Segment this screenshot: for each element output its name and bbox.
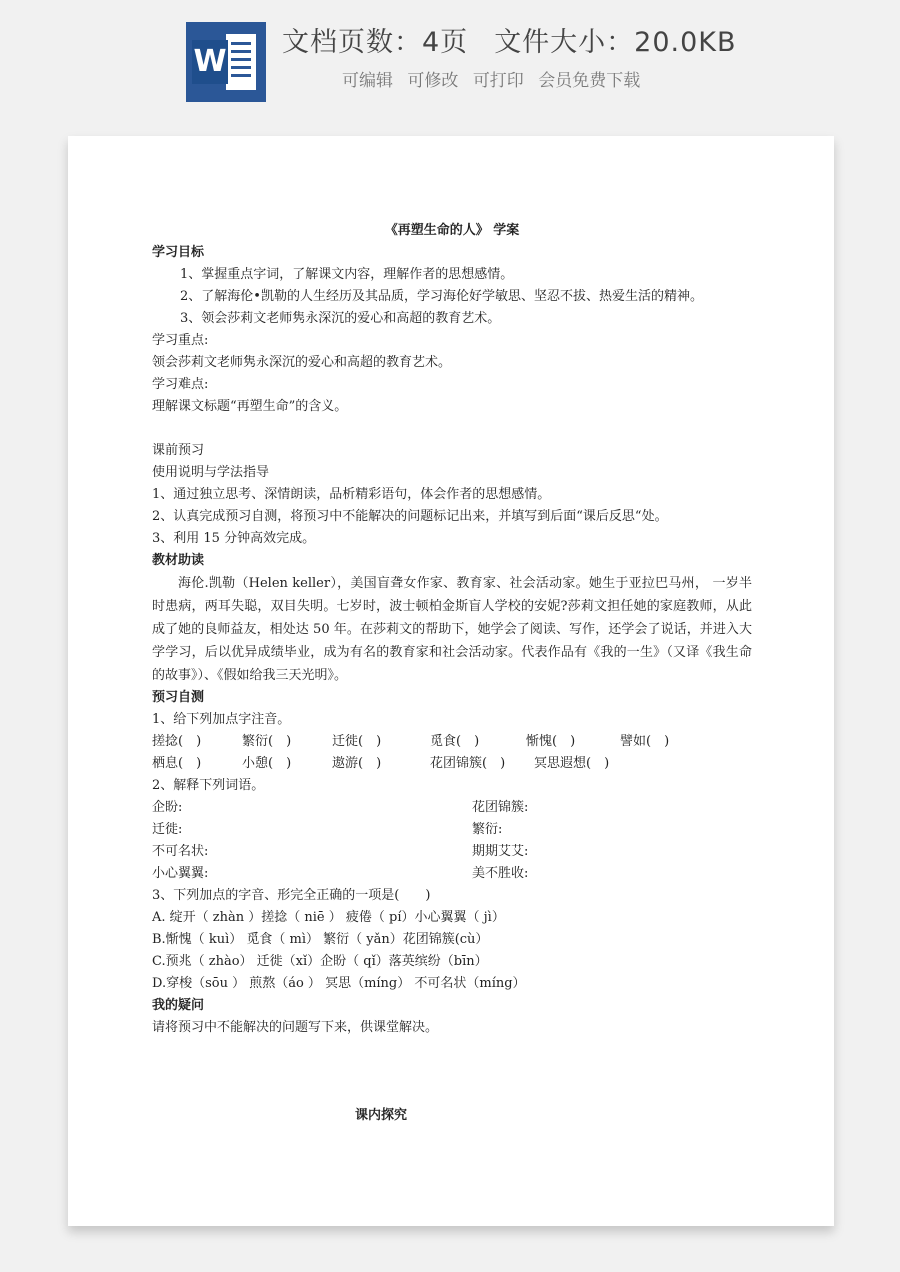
option-c: C.预兆（ zhào） 迁徙（xǐ）企盼（ qǐ）落英缤纷（bīn） bbox=[152, 954, 488, 969]
inclass-heading: 课内探究 bbox=[355, 1108, 408, 1123]
focus-heading: 学习重点: bbox=[152, 333, 209, 348]
term-right: 美不胜收: bbox=[472, 866, 529, 881]
term-left: 小心翼翼: bbox=[152, 866, 209, 881]
document-meta bbox=[282, 20, 737, 59]
feature-printable: 可打印 bbox=[472, 71, 524, 91]
option-d: D.穿梭（sōu ） 煎熬（áo ） 冥思（míng） 不可名状（míng） bbox=[152, 976, 526, 991]
document-info-banner bbox=[0, 0, 900, 120]
feature-member-download: 会员免费下载 bbox=[538, 71, 641, 91]
term-left: 企盼: bbox=[152, 800, 183, 815]
pinyin-item: 小憩( ) bbox=[242, 756, 292, 771]
pinyin-item: 迁徙( ) bbox=[332, 734, 382, 749]
pinyin-item: 遨游( ) bbox=[332, 756, 382, 771]
option-b: B.惭愧（ kuì） 觅食（ mì） 繁衍（ yǎn）花团锦簇(cù） bbox=[152, 932, 489, 947]
question-3: 3、下列加点的字音、形完全正确的一项是( ) bbox=[152, 888, 431, 903]
term-left: 不可名状: bbox=[152, 844, 209, 859]
question-1: 1、给下列加点字注音。 bbox=[152, 712, 291, 727]
file-size: 文件大小：20.0KB bbox=[494, 27, 737, 58]
goal-item: 1、掌握重点字词，了解课文内容，理解作者的思想感情。 bbox=[180, 267, 514, 282]
option-a: A. 绽开（ zhàn ）搓捻（ niē ） 疲倦（ pí）小心翼翼（ jì） bbox=[152, 910, 505, 925]
term-right: 繁衍: bbox=[472, 822, 503, 837]
guide-item: 3、利用 15 分钟高效完成。 bbox=[152, 531, 316, 546]
term-left: 迁徙: bbox=[152, 822, 183, 837]
difficulty-heading: 学习难点: bbox=[152, 377, 209, 392]
focus-text: 领会莎莉文老师隽永深沉的爱心和高超的教育艺术。 bbox=[152, 355, 452, 370]
questions-heading: 我的疑问 bbox=[152, 998, 205, 1013]
goal-item: 3、领会莎莉文老师隽永深沉的爱心和高超的教育艺术。 bbox=[180, 311, 501, 326]
word-document-icon: W bbox=[186, 22, 266, 102]
feature-editable: 可编辑 bbox=[342, 71, 393, 91]
guide-heading: 使用说明与学法指导 bbox=[152, 465, 270, 480]
pinyin-item: 冥思遐想( ) bbox=[534, 756, 610, 771]
term-row bbox=[152, 819, 752, 841]
document-title: 《再塑生命的人》 学案 bbox=[384, 223, 520, 238]
goals-heading: 学习目标 bbox=[152, 245, 205, 260]
feature-modifiable: 可修改 bbox=[407, 71, 459, 91]
guide-item: 2、认真完成预习自测，将预习中不能解决的问题标记出来，并填写到后面“课后反思“处。 bbox=[152, 509, 668, 524]
difficulty-text: 理解课文标题“再塑生命”的含义。 bbox=[152, 399, 348, 414]
term-right: 期期艾艾: bbox=[472, 844, 529, 859]
page-count: 文档页数：4页 bbox=[282, 27, 469, 58]
pinyin-item: 花团锦簇( ) bbox=[430, 756, 506, 771]
pinyin-item: 觅食( ) bbox=[430, 734, 480, 749]
goal-item: 2、了解海伦•凯勒的人生经历及其品质，学习海伦好学敏思、坚忍不拔、热爱生活的精神。 bbox=[180, 289, 703, 304]
pinyin-item: 搓捻( ) bbox=[152, 734, 202, 749]
pinyin-item: 譬如( ) bbox=[620, 734, 670, 749]
pinyin-item: 栖息( ) bbox=[152, 756, 202, 771]
pinyin-row-2 bbox=[152, 753, 752, 775]
document-content bbox=[152, 220, 752, 1127]
question-2: 2、解释下列词语。 bbox=[152, 778, 265, 793]
preview-heading: 课前预习 bbox=[152, 443, 205, 458]
pinyin-row-1 bbox=[152, 731, 752, 753]
term-right: 花团锦簇: bbox=[472, 800, 529, 815]
pinyin-item: 惭愧( ) bbox=[526, 734, 576, 749]
guide-item: 1、通过独立思考、深情朗读，品析精彩语句，体会作者的思想感情。 bbox=[152, 487, 551, 502]
document-page bbox=[68, 136, 834, 1226]
material-text: 海伦.凯勒（Helen keller），美国盲聋女作家、教育家、社会活动家。她生于亚拉巴马州， 一岁半时患病，两耳失聪，双目失明。七岁时，波士顿柏金斯盲人学校的安妮?莎莉文担任她的家庭教师，从此成了她的良师益友，相处达 50 年。在莎莉文的帮助下，她学会了阅读、写作，还学会了说话，并进入大学学习，后以优异成绩毕业，成为有名的教育家和社会活动家。代表作品有《我的一生》（又译《我生命的故事》）、《假如给我三天光明》。 bbox=[152, 576, 752, 683]
selftest-heading: 预习自测 bbox=[152, 690, 205, 705]
feature-list bbox=[342, 66, 649, 91]
pinyin-item: 繁衍( ) bbox=[242, 734, 292, 749]
term-row bbox=[152, 797, 752, 819]
material-heading: 教材助读 bbox=[152, 553, 205, 568]
term-row bbox=[152, 841, 752, 863]
questions-text: 请将预习中不能解决的问题写下来，供课堂解决。 bbox=[152, 1020, 439, 1035]
term-row bbox=[152, 863, 752, 885]
